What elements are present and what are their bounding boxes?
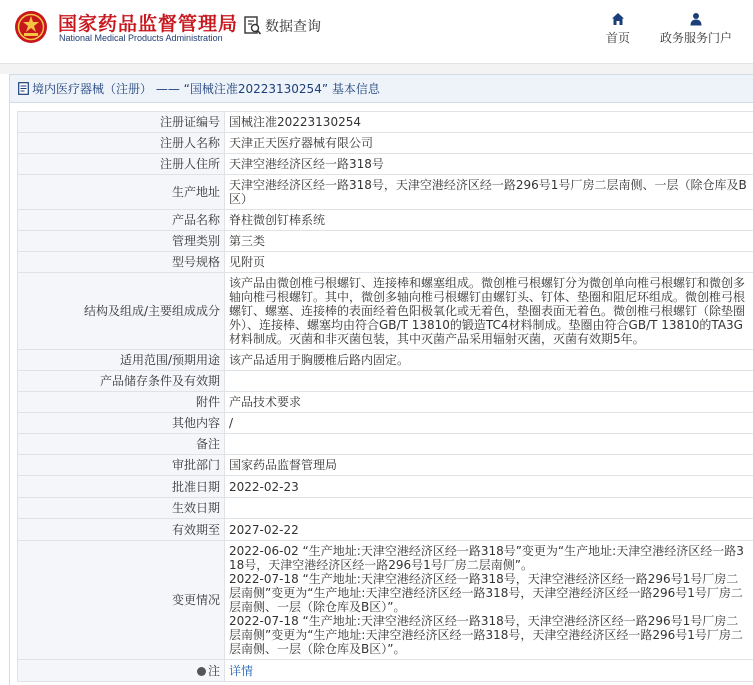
field-value: 2022-02-23	[225, 476, 753, 498]
bulb-icon	[197, 667, 206, 676]
logo-subtitle: National Medical Products Administration	[59, 33, 223, 43]
table-row	[18, 371, 753, 392]
field-value: 脊柱微创钉棒系统	[225, 210, 753, 231]
note-label: 注	[207, 663, 220, 678]
field-value: 该产品由微创椎弓根螺钉、连接棒和螺塞组成。微创椎弓根螺钉分为微创单向椎弓根螺钉和微创多轴向椎弓根螺钉。其中，微创多轴向椎弓根螺钉由螺钉头、钉体、垫圈和阻尼环组成。微创椎弓根螺钉、螺塞、连接棒的表面经着色阳极氧化或无着色，垫圈表面无着色。微创椎弓根螺钉（除垫圈外）、连接棒、螺塞均由符合GB/T 13810的锻造TC4材料制成。垫圈由符合GB/T 13810的TA3G材料制成。灭菌和非灭菌包装，其中灭菌产品采用辐射灭菌，灭菌有效期5年。	[225, 273, 753, 350]
field-label: 管理类别	[18, 231, 225, 252]
table-row	[18, 210, 753, 231]
detail-panel	[9, 74, 753, 685]
table-row	[18, 541, 753, 660]
panel-title: 境内医疗器械（注册） —— “国械注准20223130254” 基本信息	[32, 82, 380, 96]
field-value: 产品技术要求	[225, 392, 753, 413]
change-history	[225, 541, 753, 660]
field-value: 天津正天医疗器械有限公司	[225, 133, 753, 154]
table-row	[18, 392, 753, 413]
field-label: 生产地址	[18, 175, 225, 210]
field-label: 批准日期	[18, 476, 225, 498]
data-query-link[interactable]	[244, 16, 321, 36]
table-row	[18, 498, 753, 519]
table-row	[18, 175, 753, 210]
field-label: 变更情况	[18, 541, 225, 660]
field-value	[225, 371, 753, 392]
field-label: 注册人名称	[18, 133, 225, 154]
field-label: 审批部门	[18, 455, 225, 476]
field-label: 产品名称	[18, 210, 225, 231]
table-row	[18, 231, 753, 252]
header-divider	[0, 64, 753, 74]
home-icon	[611, 12, 625, 26]
nav-service-portal-label: 政务服务门户	[660, 31, 733, 45]
change-entry: 2022-06-02 “生产地址:天津空港经济区经一路318号”变更为“生产地址:天津空港经济区经一路318号，天津空港经济区经一路296号1号厂房二层南侧”。	[229, 544, 744, 572]
registration-info-table	[17, 111, 753, 682]
logo-title[interactable]: 国家药品监督管理局	[58, 13, 239, 35]
field-label: 其他内容	[18, 413, 225, 434]
table-row	[18, 154, 753, 175]
nmpa-emblem-icon	[14, 10, 48, 44]
details-link[interactable]: 详情	[229, 663, 254, 678]
table-row	[18, 252, 753, 273]
field-value	[225, 498, 753, 519]
field-label: 产品储存条件及有效期	[18, 371, 225, 392]
field-label: 注册人住所	[18, 154, 225, 175]
field-label: 附件	[18, 392, 225, 413]
field-value: 国家药品监督管理局	[225, 455, 753, 476]
user-icon	[689, 12, 703, 26]
table-row	[18, 455, 753, 476]
field-value: /	[225, 413, 753, 434]
field-label: 结构及组成/主要组成成分	[18, 273, 225, 350]
table-row	[18, 350, 753, 371]
field-value	[225, 434, 753, 455]
note-label-cell	[18, 660, 225, 682]
search-document-icon	[244, 16, 262, 36]
data-query-label: 数据查询	[265, 19, 321, 35]
field-value: 该产品适用于胸腰椎后路内固定。	[225, 350, 753, 371]
field-label: 注册证编号	[18, 112, 225, 133]
nav-home[interactable]	[606, 12, 630, 46]
field-value: 第三类	[225, 231, 753, 252]
table-row	[18, 273, 753, 350]
table-row	[18, 112, 753, 133]
change-entry: 2022-07-18 “生产地址:天津空港经济区经一路318号，天津空港经济区经一路296号1号厂房二层南侧”变更为“生产地址:天津空港经济区经一路318号，天津空港经济区经一路296号1号厂房二层南侧、一层（除仓库及B区）”。	[229, 572, 743, 614]
field-value: 国械注准20223130254	[225, 112, 753, 133]
field-label: 备注	[18, 434, 225, 455]
table-row	[18, 133, 753, 154]
table-row	[18, 476, 753, 498]
field-value: 天津空港经济区经一路318号，天津空港经济区经一路296号1号厂房二层南侧、一层（除仓库及B区）	[225, 175, 753, 210]
field-label: 有效期至	[18, 519, 225, 541]
field-value: 天津空港经济区经一路318号	[225, 154, 753, 175]
note-value-cell	[225, 660, 753, 682]
table-row	[18, 434, 753, 455]
table-row	[18, 519, 753, 541]
nav-service-portal[interactable]	[660, 12, 732, 46]
top-header	[0, 0, 753, 64]
nav-home-label: 首页	[606, 31, 631, 45]
table-row	[18, 413, 753, 434]
change-entry: 2022-07-18 “生产地址:天津空港经济区经一路318号，天津空港经济区经一路296号1号厂房二层南侧”变更为“生产地址:天津空港经济区经一路318号，天津空港经济区经一路296号1号厂房二层南侧、一层（除仓库及B区）”。	[229, 614, 743, 656]
field-label: 型号规格	[18, 252, 225, 273]
field-label: 生效日期	[18, 498, 225, 519]
field-label: 适用范围/预期用途	[18, 350, 225, 371]
table-row	[18, 660, 753, 682]
field-value: 2027-02-22	[225, 519, 753, 541]
panel-header	[10, 75, 753, 103]
document-icon	[18, 82, 29, 95]
field-value: 见附页	[225, 252, 753, 273]
